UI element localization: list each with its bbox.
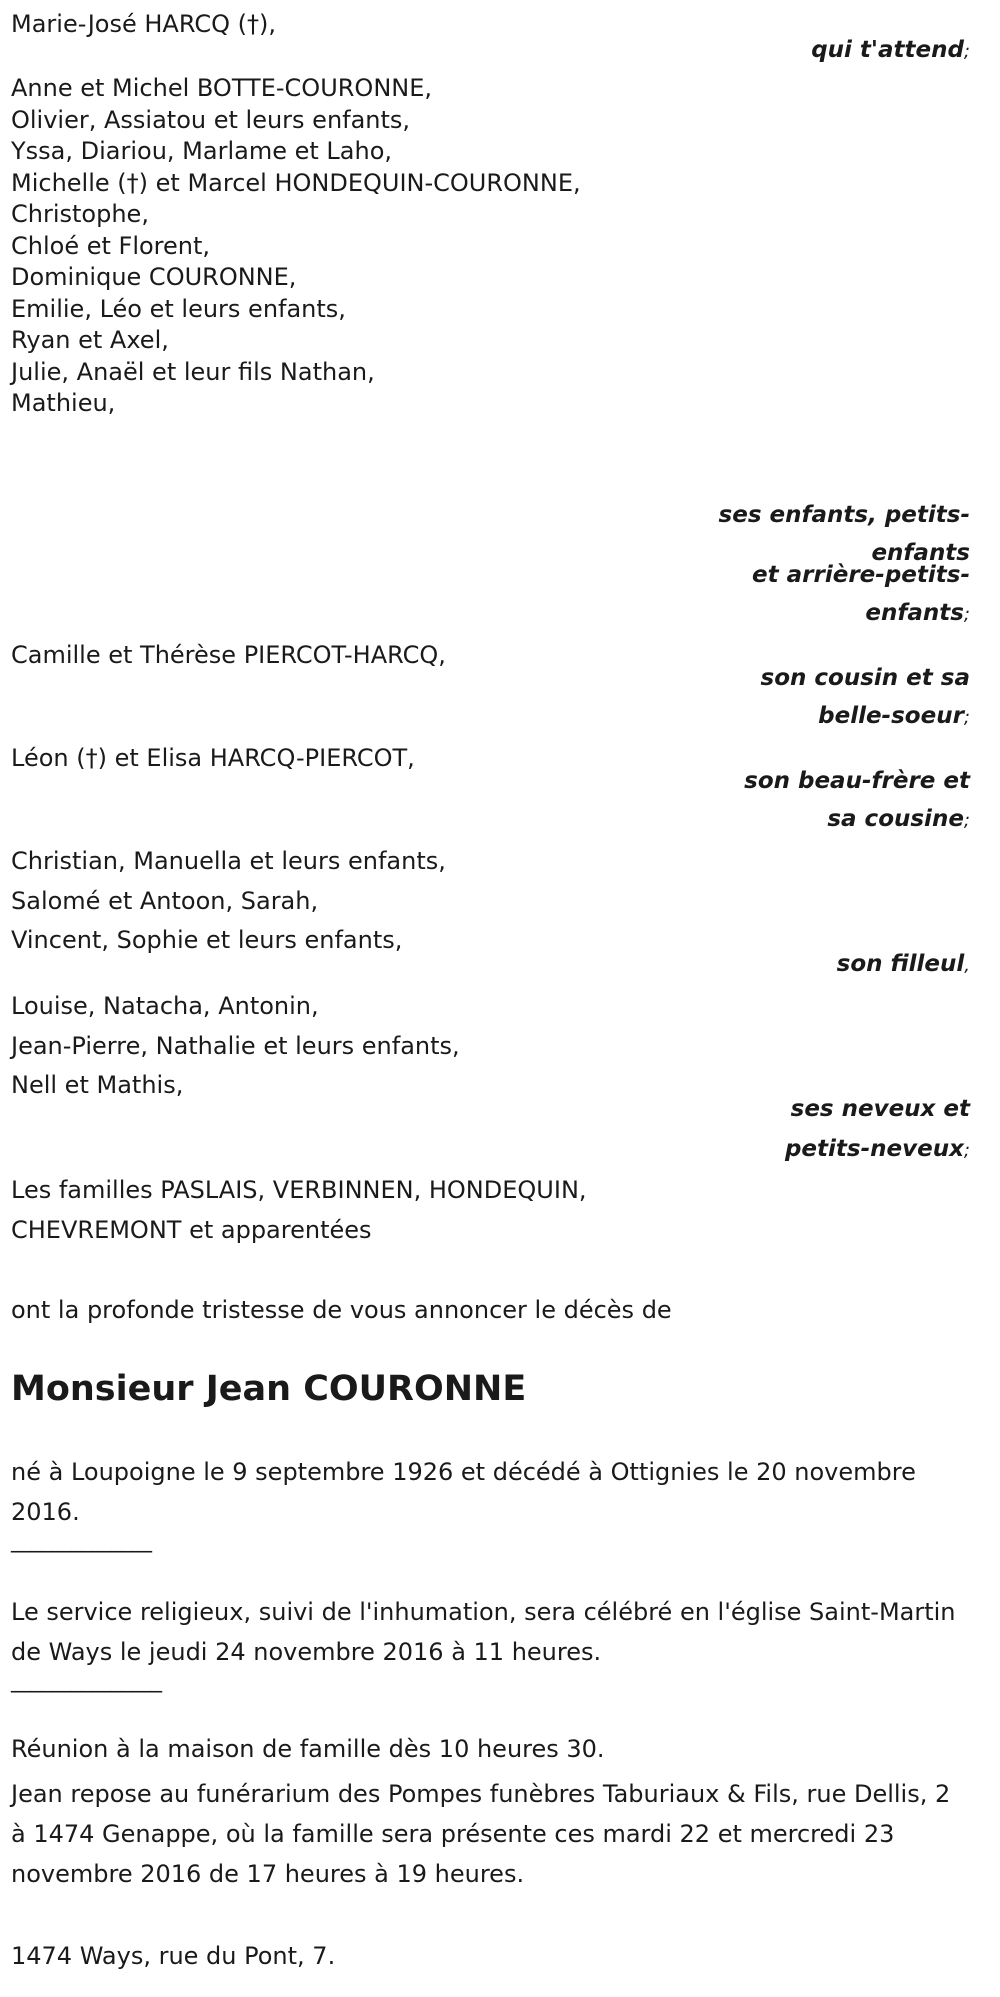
family-line: Nell et Mathis, bbox=[11, 1071, 184, 1099]
deceased-name: Monsieur Jean COURONNE bbox=[11, 1369, 527, 1409]
family-line: Marie-José HARCQ (†), bbox=[11, 10, 276, 38]
family-line: Vincent, Sophie et leurs enfants, bbox=[11, 926, 403, 954]
relationship-label: sa cousine; bbox=[827, 806, 970, 832]
relationship-label: ses enfants, petits- bbox=[718, 502, 970, 528]
service-text: Le service religieux, suivi de l'inhumation, sera célébré en l'église Saint-Martin de Ways le jeudi 24 novembre 2016 à 11 heures. bbox=[11, 1598, 956, 1666]
separator: _______________ bbox=[11, 1668, 161, 1693]
family-line: Léon (†) et Elisa HARCQ-PIERCOT, bbox=[11, 744, 415, 772]
obituary-document bbox=[11, 0, 991, 1997]
family-line: Louise, Natacha, Antonin, bbox=[11, 992, 319, 1020]
family-line: Les familles PASLAIS, VERBINNEN, HONDEQUIN, bbox=[11, 1176, 587, 1204]
announcement-text: ont la profonde tristesse de vous annoncer le décès de bbox=[11, 1296, 672, 1324]
funerarium-text: Jean repose au funérarium des Pompes funèbres Taburiaux & Fils, rue Dellis, 2 à 1474 Genappe, où la famille sera présente ces mardi 22 et mercredi 23 novembre 2016 de 17 heures à 19 heures. bbox=[11, 1780, 951, 1888]
relationship-label: petits-neveux; bbox=[784, 1136, 970, 1162]
birth-death-text: né à Loupoigne le 9 septembre 1926 et décédé à Ottignies le 20 novembre 2016. bbox=[11, 1458, 916, 1526]
family-line: Salomé et Antoon, Sarah, bbox=[11, 887, 319, 915]
family-line: Christophe, bbox=[11, 200, 149, 228]
family-line: Ryan et Axel, bbox=[11, 326, 169, 354]
relationship-label: son filleul, bbox=[836, 951, 970, 977]
relationship-label: ses neveux et bbox=[790, 1096, 970, 1122]
reunion-text: Réunion à la maison de famille dès 10 heures 30. bbox=[11, 1735, 605, 1763]
address-text: 1474 Ways, rue du Pont, 7. bbox=[11, 1942, 336, 1970]
family-line: Christian, Manuella et leurs enfants, bbox=[11, 847, 446, 875]
family-line: Michelle (†) et Marcel HONDEQUIN-COURONNE, bbox=[11, 169, 581, 197]
family-line: CHEVREMONT et apparentées bbox=[11, 1216, 372, 1244]
family-line: Emilie, Léo et leurs enfants, bbox=[11, 295, 346, 323]
separator: ______________ bbox=[11, 1528, 151, 1553]
family-line: Yssa, Diariou, Marlame et Laho, bbox=[11, 137, 393, 165]
family-line: Camille et Thérèse PIERCOT-HARCQ, bbox=[11, 641, 446, 669]
relationship-label: et arrière-petits- bbox=[752, 562, 970, 588]
family-line: Chloé et Florent, bbox=[11, 232, 211, 260]
family-line: Julie, Anaël et leur fils Nathan, bbox=[11, 358, 375, 386]
family-line: Anne et Michel BOTTE-COURONNE, bbox=[11, 74, 433, 102]
family-line: Mathieu, bbox=[11, 389, 116, 417]
family-line: Jean-Pierre, Nathalie et leurs enfants, bbox=[11, 1032, 460, 1060]
relationship-label: belle-soeur; bbox=[818, 703, 970, 729]
relationship-label: son beau-frère et bbox=[744, 768, 970, 794]
relationship-label: qui t'attend; bbox=[811, 37, 970, 63]
family-line: Olivier, Assiatou et leurs enfants, bbox=[11, 106, 411, 134]
family-line: Dominique COURONNE, bbox=[11, 263, 297, 291]
relationship-label: enfants bbox=[871, 540, 970, 566]
relationship-label: enfants; bbox=[865, 600, 970, 626]
relationship-label: son cousin et sa bbox=[760, 665, 970, 691]
